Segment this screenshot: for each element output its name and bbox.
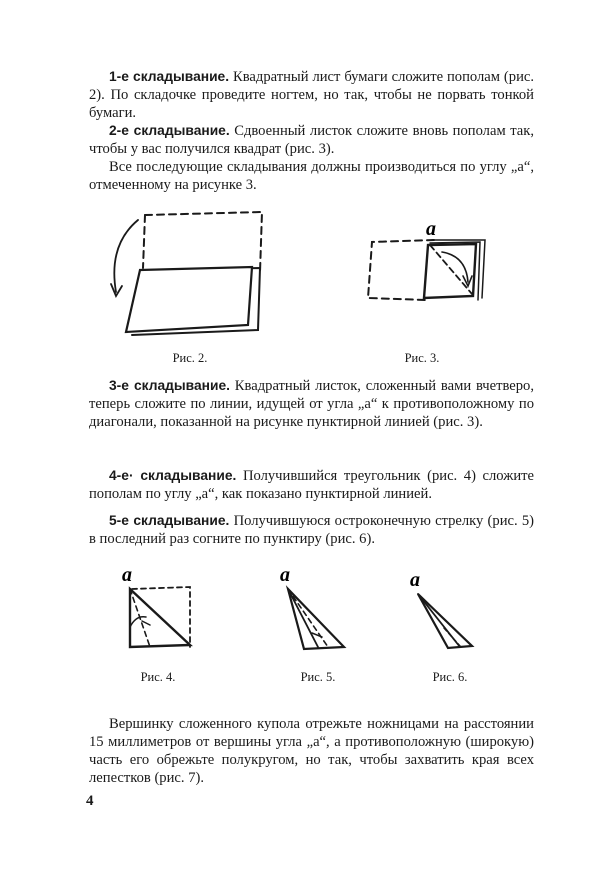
paragraph-fold-3 xyxy=(89,377,534,431)
paragraph-text: Сдвоенный листок сложите вновь пополам так, чтобы у вас получился квадрат (рис. 3). xyxy=(89,123,534,157)
figure-2-caption: Рис. 2. xyxy=(172,351,208,365)
figure-4-caption: Рис. 4. xyxy=(140,670,176,684)
figure-4 xyxy=(120,565,200,655)
paragraph-text: Все последующие складывания должны производиться по углу „а“, отмеченному на рисунке 3. xyxy=(89,159,534,193)
figure-5-corner-label: a xyxy=(280,564,290,586)
paragraph-text: Вершинку сложенного купола отрежьте ножницами на расстоянии 15 миллиметров от вершины угла „а“, а противоположную (широкую) часть его обрежьте полукругом, но так, чтобы захватить края всех лепестков (рис. 7). xyxy=(89,716,534,786)
figure-3-caption: Рис. 3. xyxy=(404,351,440,365)
paragraph-text: Получившуюся остроконечную стрелку (рис. 5) в последний раз согните по пунктиру (рис. 6). xyxy=(89,513,535,547)
paragraph-text: Квадратный лист бумаги сложите пополам (рис. 2). По складочке проведите ногтем, но так, чтобы не порвать тонкой бумаги. xyxy=(89,69,535,121)
figure-3-corner-label: a xyxy=(426,218,436,240)
figure-5-caption: Рис. 5. xyxy=(300,670,336,684)
paragraph-lead: 5-е складывание. xyxy=(109,513,230,528)
paragraph-lead: 2-е складывание. xyxy=(109,123,230,138)
paragraph-trim xyxy=(89,715,534,787)
paragraph-fold-5 xyxy=(89,512,534,548)
figure-6-caption: Рис. 6. xyxy=(432,670,468,684)
paragraph-text: Квадратный листок, сложенный вами вчетверо, теперь сложите по линии, идущей от угла „а“ к противоположному по диагонали, показанной на рисунке пунктирной линией (рис. 3). xyxy=(89,378,535,430)
paragraph-fold-2 xyxy=(89,122,534,158)
paragraph-lead: 1-е складывание. xyxy=(109,69,230,84)
paragraph-fold-1 xyxy=(89,68,534,122)
paragraph-lead: 3-е складывание. xyxy=(109,378,230,393)
figure-3 xyxy=(360,218,495,308)
paragraph-text: Получившийся треугольник (рис. 4) сложите пополам по углу „а“, как показано пунктирной линией. xyxy=(89,468,534,502)
figure-6 xyxy=(408,570,483,655)
paragraph-lead: 4-е· складывание. xyxy=(109,468,237,483)
page-number: 4 xyxy=(86,793,94,809)
figure-5 xyxy=(278,565,353,655)
figure-6-corner-label: a xyxy=(410,569,420,591)
figure-4-corner-label: a xyxy=(122,564,132,586)
figure-2 xyxy=(100,200,275,345)
paragraph-corner-note xyxy=(89,158,534,194)
paragraph-fold-4 xyxy=(89,467,534,503)
